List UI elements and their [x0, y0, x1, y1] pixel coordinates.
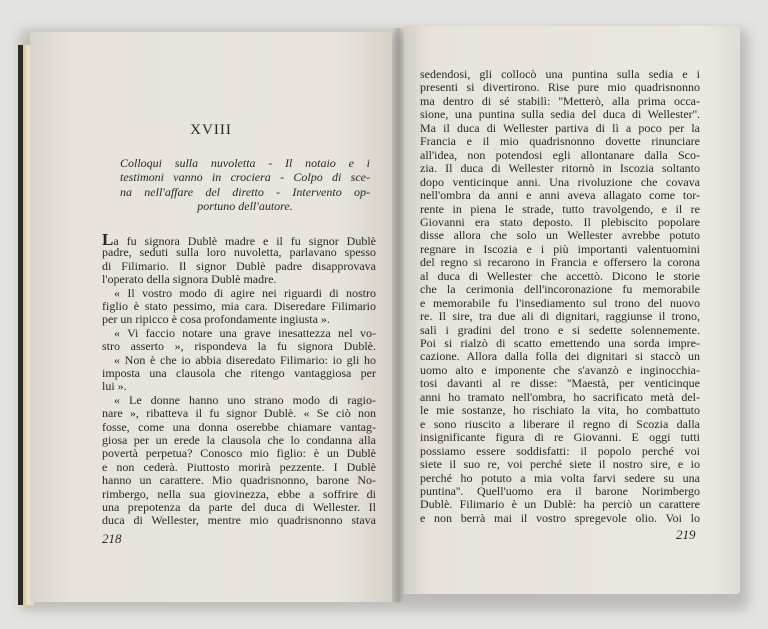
text-line: Ma il duca di Wellester partiva di lì a poco per la — [420, 120, 700, 135]
left-page — [30, 32, 392, 602]
text-line: Giovanni era stato deposto. Il plebiscito popolare — [420, 214, 700, 229]
text-line: anni ho tramato nell'ombra, ho sacrificato metà del- — [420, 389, 700, 404]
text-line: puntina''. Quell'uomo era il barone Norimbergo — [420, 483, 700, 498]
text-line: Francia e il mio quadrisnonno dovette rinunciare — [420, 134, 700, 149]
right-page — [404, 26, 740, 594]
text-line: Poi si rialzò di scatto emettendo una sorda impre- — [420, 336, 700, 350]
text-line: « Vi faccio notare una grave inesattezza nel vo- — [114, 325, 376, 340]
text-line: e memorabile fu l'insediamento sul trono del nuovo — [420, 295, 700, 310]
text-line: padre, seduti sulla loro nuvoletta, parlavano spesso — [102, 245, 376, 260]
text-line: e sono riuscito a liberare il regno di Scozia dalla — [420, 416, 700, 431]
text-line: ma dentro di sé stabilì: ''Metterò, alla prima occa- — [420, 93, 700, 108]
text-line: zia. Il duca di Wellester ritornò in Iscozia soltanto — [420, 161, 700, 176]
text-line: rimbergo, nella sua giovinezza, ebbe a soffrire di — [102, 486, 376, 501]
text-line: uomo alto e imponente che s'avanzò e inginocchia- — [420, 362, 700, 377]
book-gutter — [392, 28, 404, 602]
text-line: lui ». — [102, 379, 127, 394]
text-line: insignificante figura di re Giovanni. E oggi tutti — [420, 430, 700, 445]
chapter-subtitle-line: na nell'affare del diretto - Intervento op- — [120, 184, 370, 199]
chapter-subtitle-line: Colloqui sulla nuvoletta - Il notaio e i — [120, 156, 370, 170]
chapter-number: XVIII — [190, 122, 232, 138]
text-line: imposta una clausola che ritengo vantaggiosa per — [102, 366, 376, 380]
text-line: re. Il sire, tra due ali di dignitari, raggiunse il trono, — [420, 309, 700, 324]
text-line: e non berrà mai il vostro spregevole olio. Voi lo — [420, 510, 700, 525]
text-line: una prepotenza da parte del duca di Wellester. Il — [102, 500, 376, 514]
text-line: al duca di Wellester che accettò. Dicono le storie — [420, 268, 700, 283]
text-line: sione, una puntina sulla sedia del duca di Wellester''. — [420, 107, 700, 122]
text-line: stro asserto », rispondeva la fu signora Dublè. — [102, 339, 376, 354]
text-line: regnare in Iscozia e i più importanti valentuomini — [420, 241, 700, 256]
text-line-rest: a fu signora Dublè madre e il fu signor Dublè — [113, 234, 376, 248]
text-line: dopo venticinque anni. Una rivoluzione che covava — [420, 174, 700, 189]
drop-cap: L — [102, 230, 114, 249]
text-line: « Il vostro modo di agire nei riguardi di nostro — [114, 285, 376, 300]
text-line: siete il suo re, voi perché siete il nostro sire, e io — [420, 457, 700, 472]
text-line: che la cerimonia dell'incoronazione fu memorabile — [420, 282, 700, 297]
text-line: Dublè. Filimario è un Dublè: ha perciò un carattere — [420, 497, 700, 512]
chapter-subtitle-line: testimoni vanno in crociera - Colpo di sce- — [120, 170, 370, 185]
text-line: salì i gradini del trono e si sedette solennemente. — [420, 322, 700, 337]
text-line: nare », ribatteva il fu signor Dublè. « Se ciò non — [102, 406, 376, 421]
text-line: giosa per un erede la clausola che lo condanna alla — [102, 433, 376, 447]
text-line: per un ripicco è cosa profondamente ingiusta ». — [102, 312, 330, 327]
text-line: figlio è stato pessimo, mia cara. Diseredare Filimario — [102, 299, 376, 313]
text-line: fosse, come una donna oserebbe chiamare vantag- — [102, 419, 376, 434]
text-line: perché ho potuto a mia volta farvi sedere su una — [420, 470, 700, 485]
text-line: cazione. Allora dalla folla dei dignitari si staccò un — [420, 349, 700, 364]
text-line: tosi davanti al re disse: ''Maestà, per venticinque — [420, 376, 700, 391]
text-line: povertà perpetua? Conosco mio figlio: è un Dublè — [102, 446, 376, 461]
text-line: di Filimario. Il signor Dublè padre disapprovava — [102, 258, 376, 273]
text-line: possiamo essere soddisfatti: il popolo perché voi — [420, 443, 700, 458]
text-line: duca di Wellester, mentre mio quadrisnonno stava — [102, 513, 376, 528]
text-line: nell'ombra da anni e anni aveva allagato come tor- — [420, 188, 700, 203]
text-line: « Non è che io abbia diseredato Filimario: io gli ho — [114, 352, 376, 367]
text-line: disse allora che solo un Wellester avrebbe potuto — [420, 228, 700, 243]
page-number: 218 — [102, 531, 122, 546]
page-number: 219 — [676, 527, 696, 542]
text-line: « Le donne hanno uno strano modo di ragio- — [114, 392, 376, 407]
text-line: hanno un carattere. Mio quadrisnonno, barone No- — [102, 473, 376, 488]
text-line: all'idea, non potendosi egli allontanare dalla Sco- — [420, 147, 700, 162]
text-line: del regno si recarono in Francia e offersero la corona — [420, 255, 700, 270]
text-line: l'operato della signora Dublè madre. — [102, 272, 277, 287]
text-line: sedendosi, gli collocò una puntina sulla sedia e i — [420, 67, 700, 81]
text-line: e non cederà. Piuttosto morirà pezzente. I Dublè — [102, 459, 376, 474]
text-line: rente in piena le strade, tutto travolgendo, e il re — [420, 201, 700, 216]
chapter-subtitle-line: portuno dell'autore. — [197, 198, 293, 213]
text-line: presenti si divertirono. Rise pure mio quadrisnonno — [420, 80, 700, 95]
text-line: le mie sostanze, ho rischiato la vita, ho combattuto — [420, 403, 700, 418]
